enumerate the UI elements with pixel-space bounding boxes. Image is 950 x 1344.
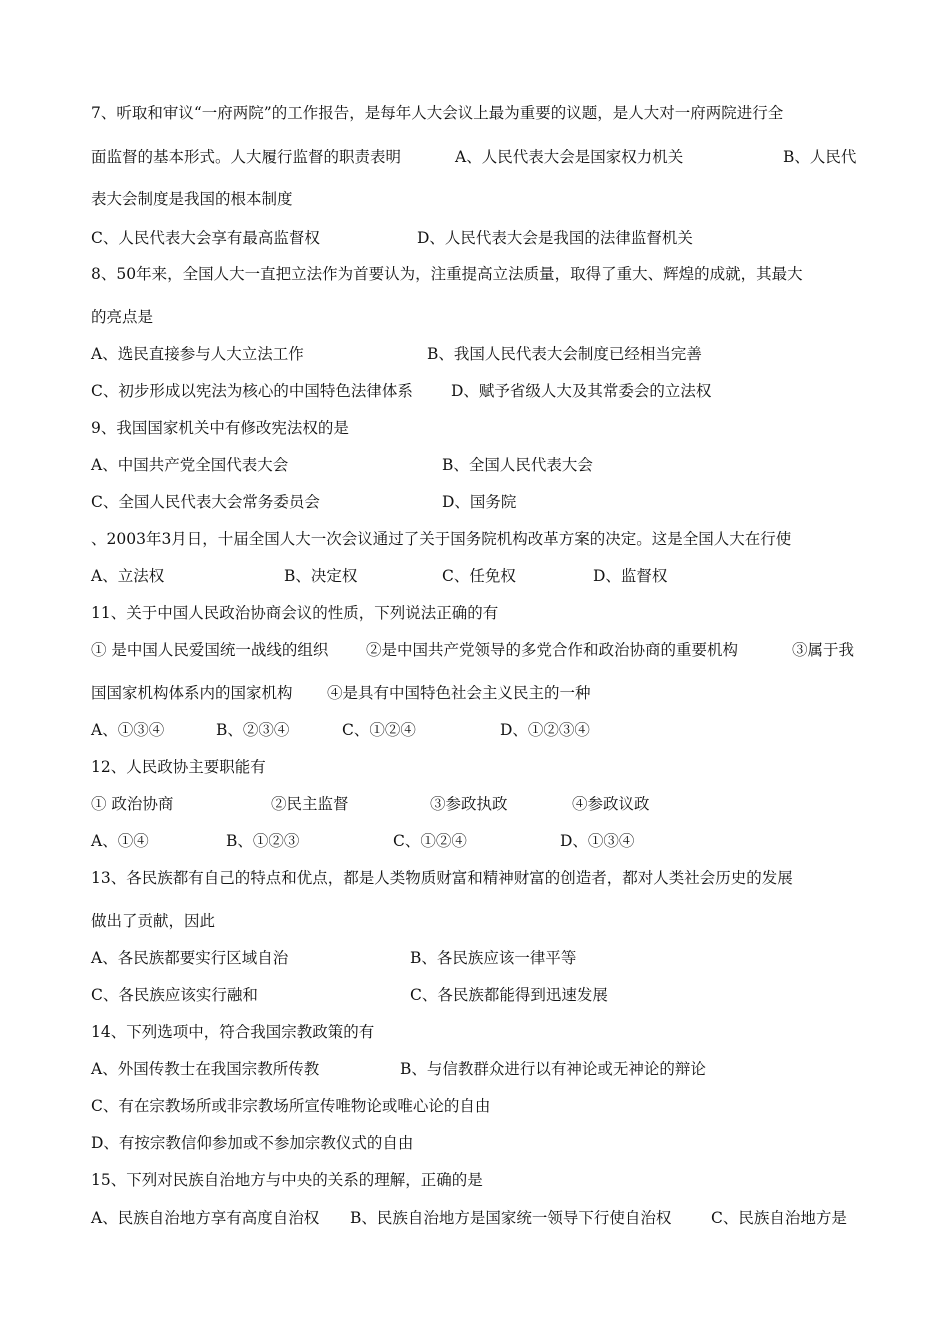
q9-option-c: C、全国人民代表大会常务委员会 [91, 493, 320, 511]
q13-stem-line1: 13、各民族都有自己的特点和优点，都是人类物质财富和精神财富的创造者，都对人类社会历史的发展 [91, 869, 793, 887]
q12-item-3: ③参政执政 [430, 795, 508, 813]
q12-item-2: ②民主监督 [271, 795, 349, 813]
q10-option-c: C、任免权 [442, 567, 516, 585]
q10-option-a: A、立法权 [91, 567, 165, 585]
q9-option-d: D、国务院 [442, 493, 517, 511]
q10-stem: 、2003年3月日，十届全国人大一次会议通过了关于国务院机构改革方案的决定。这是全国人大在行使 [91, 530, 792, 548]
q12-option-b: B、①②③ [226, 832, 300, 850]
q11-option-b: B、②③④ [216, 721, 290, 739]
q13-option-b: B、各民族应该一律平等 [410, 949, 577, 967]
q15-option-b: B、民族自治地方是国家统一领导下行使自治权 [350, 1209, 672, 1227]
q7-stem-line2: 面监督的基本形式。人大履行监督的职责表明 [91, 148, 402, 166]
q8-option-a: A、选民直接参与人大立法工作 [91, 345, 304, 363]
q15-option-a: A、民族自治地方享有高度自治权 [91, 1209, 320, 1227]
q9-stem: 9、我国国家机关中有修改宪法权的是 [91, 419, 349, 437]
q10-option-d: D、监督权 [593, 567, 668, 585]
q8-stem-line1: 8、50年来，全国人大一直把立法作为首要认为，注重提高立法质量，取得了重大、辉煌的成就，其最大 [91, 265, 803, 283]
q9-option-a: A、中国共产党全国代表大会 [91, 456, 289, 474]
q8-option-c: C、初步形成以宪法为核心的中国特色法律体系 [91, 382, 413, 400]
q14-stem: 14、下列选项中，符合我国宗教政策的有 [91, 1023, 375, 1041]
q7-stem-line1: 7、听取和审议“一府两院”的工作报告，是每年人大会议上最为重要的议题，是人大对一府两院进行全 [91, 104, 784, 122]
q11-option-d: D、①②③④ [500, 721, 590, 739]
q14-option-b: B、与信教群众进行以有神论或无神论的辩论 [400, 1060, 706, 1078]
q7-option-d: D、人民代表大会是我国的法律监督机关 [417, 229, 693, 247]
q12-option-d: D、①③④ [560, 832, 635, 850]
q14-option-d: D、有按宗教信仰参加或不参加宗教仪式的自由 [91, 1134, 414, 1152]
q7-option-c: C、人民代表大会享有最高监督权 [91, 229, 320, 247]
q11-option-a: A、①③④ [91, 721, 165, 739]
q12-option-a: A、①④ [91, 832, 149, 850]
q8-stem-line2: 的亮点是 [91, 308, 154, 326]
q8-option-b: B、我国人民代表大会制度已经相当完善 [427, 345, 702, 363]
q11-item-4: ④是具有中国特色社会主义民主的一种 [327, 684, 591, 702]
q9-option-b: B、全国人民代表大会 [442, 456, 593, 474]
q14-option-c: C、有在宗教场所或非宗教场所宣传唯物论或唯心论的自由 [91, 1097, 491, 1115]
q13-stem-line2: 做出了贡献，因此 [91, 912, 216, 930]
q11-option-c: C、①②④ [342, 721, 416, 739]
q13-option-a: A、各民族都要实行区域自治 [91, 949, 289, 967]
q11-stem: 11、关于中国人民政治协商会议的性质，下列说法正确的有 [91, 604, 499, 622]
q14-option-a: A、外国传教士在我国宗教所传教 [91, 1060, 320, 1078]
q11-item-2: ②是中国共产党领导的多党合作和政治协商的重要机构 [366, 641, 739, 659]
q15-stem: 15、下列对民族自治地方与中央的关系的理解，正确的是 [91, 1171, 483, 1189]
q8-option-d: D、赋予省级人大及其常委会的立法权 [451, 382, 712, 400]
q15-option-c: C、民族自治地方是 [711, 1209, 847, 1227]
q12-stem: 12、人民政协主要职能有 [91, 758, 266, 776]
q7-option-a: A、人民代表大会是国家权力机关 [455, 148, 684, 166]
q12-item-1: ① 政治协商 [91, 795, 174, 813]
q12-item-4: ④参政议政 [572, 795, 650, 813]
q12-option-c: C、①②④ [393, 832, 467, 850]
q11-item-3-part2: 国国家机构体系内的国家机构 [91, 684, 293, 702]
q7-option-b-part2: 表大会制度是我国的根本制度 [91, 190, 293, 208]
q11-item-1: ① 是中国人民爱国统一战线的组织 [91, 641, 329, 659]
q13-option-d: C、各民族都能得到迅速发展 [410, 986, 608, 1004]
q10-option-b: B、决定权 [284, 567, 358, 585]
q7-option-b-part1: B、人民代 [783, 148, 857, 166]
q13-option-c: C、各民族应该实行融和 [91, 986, 258, 1004]
q11-item-3-part1: ③属于我 [792, 641, 855, 659]
